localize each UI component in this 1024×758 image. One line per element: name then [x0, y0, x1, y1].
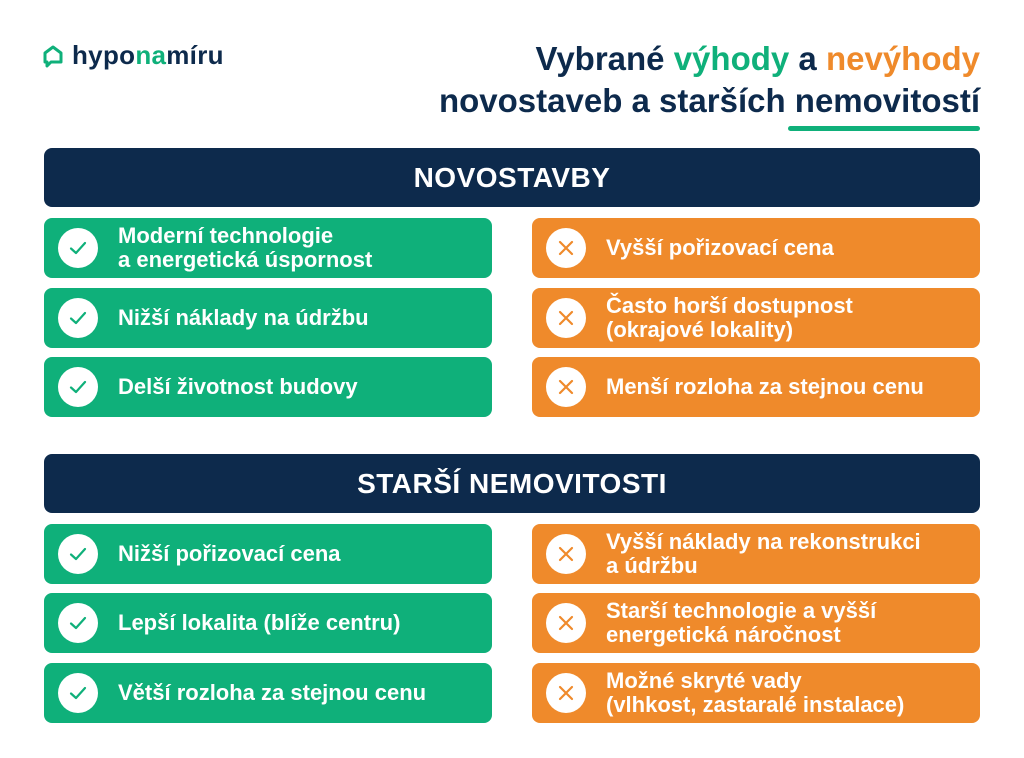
- cross-icon: [546, 367, 586, 407]
- con-text: Často horší dostupnost (okrajové lokality): [606, 293, 853, 342]
- pro-card: [44, 593, 492, 653]
- pro-card: [44, 663, 492, 723]
- check-icon: [58, 534, 98, 574]
- cross-icon: [546, 603, 586, 643]
- check-icon: [58, 367, 98, 407]
- con-card: [532, 663, 980, 723]
- pro-card: [44, 524, 492, 584]
- pro-card: [44, 288, 492, 348]
- title-line-1: Vybrané výhody a nevýhody: [535, 40, 980, 77]
- pro-text: Větší rozloha za stejnou cenu: [118, 680, 427, 705]
- check-icon: [58, 673, 98, 713]
- con-text: Vyšší náklady na rekonstrukci a údržbu: [606, 529, 921, 578]
- section-header-starsi-nemovitosti: STARŠÍ NEMOVITOSTI: [44, 454, 980, 513]
- con-text: Starší technologie a vyšší energetická náročnost: [606, 598, 877, 647]
- con-card: [532, 593, 980, 653]
- cross-icon: [546, 298, 586, 338]
- con-card: [532, 524, 980, 584]
- con-card: [532, 218, 980, 278]
- check-icon: [58, 298, 98, 338]
- brand-logo: [42, 40, 224, 71]
- pro-card: [44, 218, 492, 278]
- con-text: Vyšší pořizovací cena: [606, 235, 834, 260]
- con-text: Menší rozloha za stejnou cenu: [606, 374, 924, 399]
- con-card: [532, 357, 980, 417]
- pro-text: Moderní technologie a energetická úspornost: [118, 223, 373, 272]
- con-text: Možné skryté vady (vlhkost, zastaralé instalace): [606, 668, 905, 717]
- pro-card: [44, 357, 492, 417]
- page-title: [439, 38, 980, 122]
- pro-text: Lepší lokalita (blíže centru): [118, 610, 401, 635]
- pro-text: Delší životnost budovy: [118, 374, 358, 399]
- cross-icon: [546, 534, 586, 574]
- pro-text: Nižší náklady na údržbu: [118, 305, 369, 330]
- section-header-novostavby: NOVOSTAVBY: [44, 148, 980, 207]
- house-chat-icon: [42, 44, 64, 68]
- check-icon: [58, 603, 98, 643]
- pro-text: Nižší pořizovací cena: [118, 541, 341, 566]
- cross-icon: [546, 228, 586, 268]
- con-card: [532, 288, 980, 348]
- brand-name: hyponamíru: [72, 40, 224, 70]
- check-icon: [58, 228, 98, 268]
- title-underline: [788, 126, 980, 131]
- cross-icon: [546, 673, 586, 713]
- title-line-2: novostaveb a starších nemovitostí: [438, 82, 980, 119]
